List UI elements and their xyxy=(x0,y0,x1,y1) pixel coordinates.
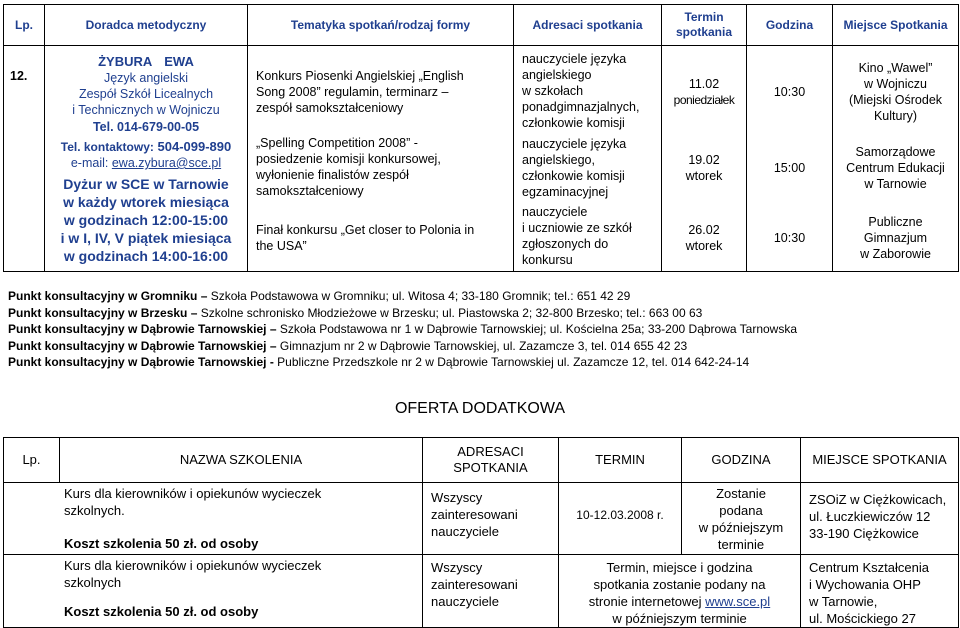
schedule-row xyxy=(4,46,959,272)
advisor-school-1: Zespół Szkół Licealnych xyxy=(78,87,214,101)
course-2-info: Termin, miejsce i godzina spotkania zostanie podany na stronie internetowej www.sce.pl w późniejszym terminie xyxy=(559,555,801,628)
header-recipients: Adresaci spotkania xyxy=(514,5,662,46)
schedule-header-row xyxy=(4,5,959,46)
consult-point-5: Punkt konsultacyjny w Dąbrowie Tarnowskiej - Publiczne Przedszkole nr 2 w Dąbrowie Tarnowskiej ul. Zazamcze 12, tel. 014 642-24-14 xyxy=(8,355,750,369)
date-cell xyxy=(662,46,747,272)
place-3: Publiczne Gimnazjum w Zaborowie xyxy=(860,215,931,261)
offer-title: OFERTA DODATKOWA xyxy=(394,400,566,417)
offer-header-recipients: ADRESACI SPOTKANIA xyxy=(423,438,559,483)
header-date: Termin spotkania xyxy=(662,5,747,46)
consult-point-1: Punkt konsultacyjny w Gromniku – Szkoła Podstawowa w Gromniku; ul. Witosa 4; 33-180 Gromnik; tel.: 651 42 29 xyxy=(8,289,631,303)
advisor-school-2: i Technicznych w Wojniczu xyxy=(72,103,220,117)
topic-3: Finał konkursu „Get closer to Polonia in the USA” xyxy=(256,223,475,253)
offer-header-name: NAZWA SZKOLENIA xyxy=(60,438,423,483)
recipients-3: nauczyciele i uczniowie ze szkół zgłoszonych do konkursu xyxy=(522,205,632,267)
topic-2: „Spelling Competition 2008” - posiedzenie komisji konkursowej, wyłonienie finalistów zespół samokształceniowy xyxy=(256,136,441,198)
schedule-table xyxy=(3,4,959,272)
offer-header-lp: Lp. xyxy=(4,438,60,483)
date-3: 26.02 wtorek xyxy=(685,223,723,253)
course-1-recipients: Wszyscy zainteresowani nauczyciele xyxy=(423,483,559,555)
hour-cell xyxy=(747,46,833,272)
duty-hours: Dyżur w SCE w Tarnowie w każdy wtorek miesiąca w godzinach 12:00-15:00 i w I, IV, V piątek miesiąca w godzinach 14:00-16:00 xyxy=(60,176,232,264)
consult-point-3: Punkt konsultacyjny w Dąbrowie Tarnowskiej – Szkoła Podstawowa nr 1 w Dąbrowie Tarnowskiej; ul. Kościelna 25a; 33-200 Dąbrowa Tarnowska xyxy=(8,322,798,336)
course-1-hour: Zostanie podana w późniejszym terminie xyxy=(682,483,801,555)
advisor-tel: Tel. 014-679-00-05 xyxy=(92,120,200,134)
consult-point-4: Punkt konsultacyjny w Dąbrowie Tarnowskiej – Gimnazjum nr 2 w Dąbrowie Tarnowskiej, ul. Zazamcze 3, tel. 014 655 42 23 xyxy=(8,339,688,353)
offer-header-place: MIEJSCE SPOTKANIA xyxy=(801,438,959,483)
course-2-cost: Koszt szkolenia 50 zł. od osoby xyxy=(64,604,259,619)
course-2-recipients: Wszyscy zainteresowani nauczyciele xyxy=(423,555,559,628)
advisor-name: ŻYBURA EWA xyxy=(98,54,194,69)
advisor-contact: Tel. kontaktowy: 504-099-890 xyxy=(60,139,232,154)
hour-2: 15:00 xyxy=(773,161,806,175)
recipients-2: nauczyciele języka angielskiego, członkowie komisji egzaminacyjnej xyxy=(522,137,627,199)
offer-header-row xyxy=(4,438,959,483)
hour-1: 10:30 xyxy=(773,85,806,99)
header-topic: Tematyka spotkań/rodzaj formy xyxy=(248,5,514,46)
header-advisor: Doradca metodyczny xyxy=(45,5,248,46)
offer-header-hour: GODZINA xyxy=(682,438,801,483)
row-number: 12. xyxy=(4,46,45,272)
hour-3: 10:30 xyxy=(773,231,806,245)
advisor-email-link[interactable]: ewa.zybura@sce.pl xyxy=(111,156,222,170)
sce-website-link[interactable]: www.sce.pl xyxy=(705,594,771,609)
offer-header-date: TERMIN xyxy=(559,438,682,483)
recipients-cell xyxy=(514,46,662,272)
date-2: 19.02 wtorek xyxy=(685,153,723,183)
place-1: Kino „Wawel” w Wojniczu (Miejski Ośrodek Kultury) xyxy=(848,61,943,123)
course-2-cell: Kurs dla kierowników i opiekunów wycieczek szkolnych Koszt szkolenia 50 zł. od osoby xyxy=(4,555,423,628)
course-1-date: 10-12.03.2008 r. xyxy=(559,483,682,555)
course-1-place: ZSOiZ w Ciężkowicach, ul. Łuczkiewiczów 12 33-190 Ciężkowice xyxy=(801,483,959,555)
advisor-cell xyxy=(45,46,248,272)
offer-row-1 xyxy=(4,483,959,555)
consult-point-2: Punkt konsultacyjny w Brzesku – Szkolne schronisko Młodzieżowe w Brzesku; ul. Piastowska 2; 32-800 Brzesko; tel.: 663 00 63 xyxy=(8,306,703,320)
offer-table xyxy=(3,437,959,628)
date-1: 11.02 poniedziałek xyxy=(673,77,735,107)
header-hour: Godzina xyxy=(747,5,833,46)
advisor-email: e-mail: ewa.zybura@sce.pl xyxy=(70,156,222,170)
header-place: Miejsce Spotkania xyxy=(833,5,959,46)
header-lp: Lp. xyxy=(4,5,45,46)
course-1-cost: Koszt szkolenia 50 zł. od osoby xyxy=(64,536,259,551)
recipients-1: nauczyciele języka angielskiego w szkołach ponadgimnazjalnych, członkowie komisji xyxy=(522,52,640,130)
place-cell xyxy=(833,46,959,272)
course-1-cell: Kurs dla kierowników i opiekunów wycieczek szkolnych. Koszt szkolenia 50 zł. od osoby xyxy=(4,483,423,555)
place-2: Samorządowe Centrum Edukacji w Tarnowie xyxy=(846,145,945,191)
offer-row-2 xyxy=(4,555,959,628)
course-2-place: Centrum Kształcenia i Wychowania OHP w Tarnowie, ul. Mościckiego 27 xyxy=(801,555,959,628)
topic-cell xyxy=(248,46,514,272)
topic-1: Konkurs Piosenki Angielskiej „English Song 2008” regulamin, terminarz – zespół samokształceniowy xyxy=(256,69,464,115)
advisor-subject: Język angielski xyxy=(103,71,189,85)
